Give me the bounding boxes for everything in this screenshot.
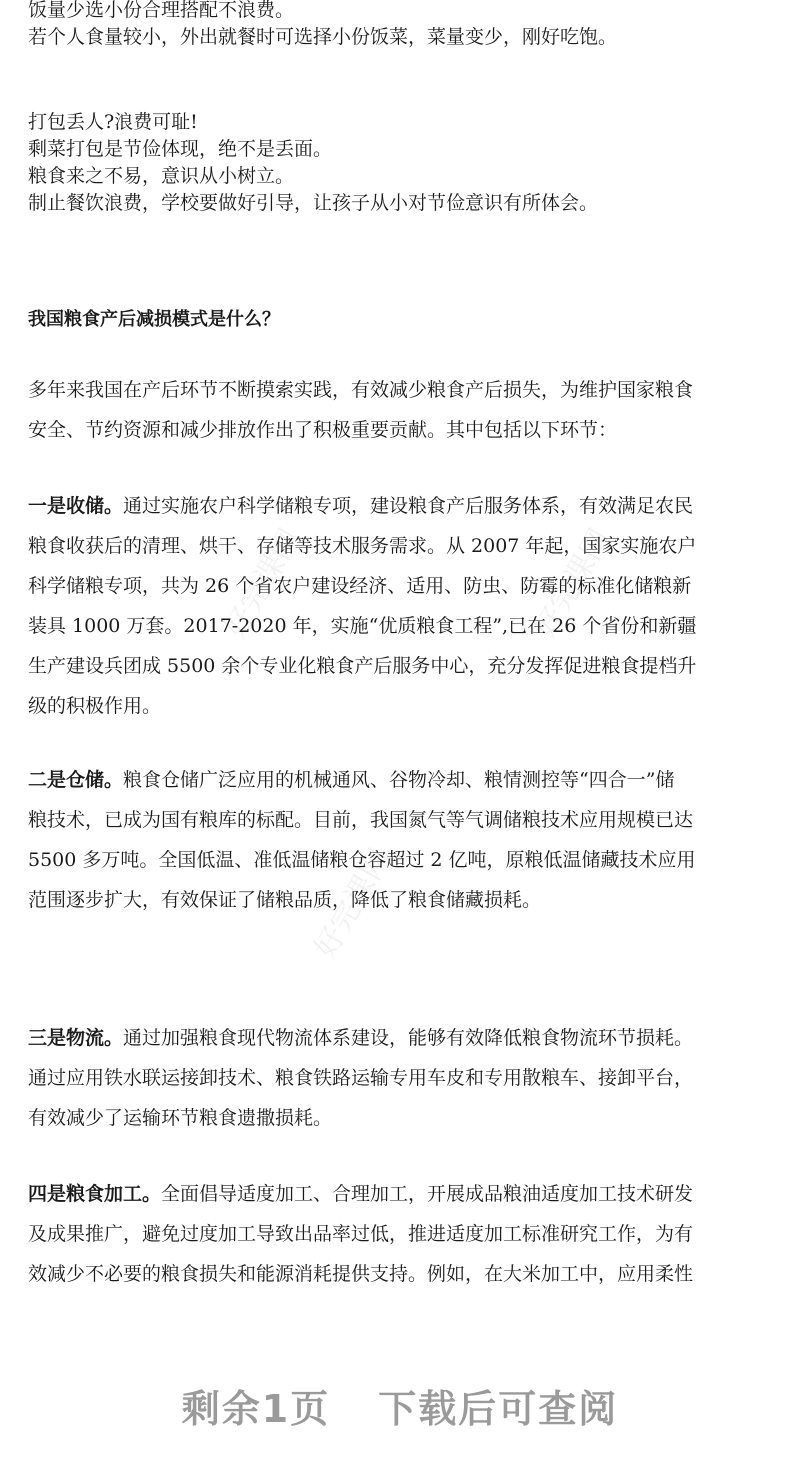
download-to-view-label: 下载后可查阅	[378, 1387, 619, 1431]
remaining-pages-label: 剩余1页	[181, 1387, 331, 1431]
section-intro	[28, 370, 693, 450]
item-line: 生产建设兵团成 5500 余个专业化粮食产后服务中心，充分发挥促进粮食提档升	[28, 655, 697, 677]
download-banner[interactable]	[0, 1378, 800, 1433]
intro-line: 若个人食量较小，外出就餐时可选择小份饭菜，菜量变少，刚好吃饱。	[28, 26, 618, 48]
item-line: 有效减少了运输环节粮食遗撒损耗。	[28, 1107, 333, 1129]
watermark-text: 好完课网	[527, 523, 619, 645]
item-first-line	[28, 760, 696, 800]
item-first-line	[28, 1174, 693, 1214]
item-first-line-text: 全面倡导适度加工、合理加工，开展成品粮油适度加工技术研发	[161, 1183, 694, 1205]
item-first-line-text: 粮食仓储广泛应用的机械通风、谷物冷却、粮情测控等“四合一”储	[123, 769, 675, 791]
packing-line: 打包丢人?浪费可耻!	[28, 111, 198, 133]
item-processing	[28, 1174, 693, 1294]
item-line: 粮食收获后的清理、烘干、存储等技术服务需求。从 2007 年起，国家实施农户	[28, 535, 697, 557]
item-first-line	[28, 486, 696, 526]
section-intro-line: 多年来我国在产后环节不断摸索实践，有效减少粮食产后损失，为维护国家粮食	[28, 379, 694, 401]
item-lead: 三是物流。	[28, 1027, 124, 1049]
packing-line: 制止餐饮浪费，学校要做好引导，让孩子从小对节俭意识有所体会。	[28, 192, 599, 214]
item-line: 及成果推广，避免过度加工导致出品率过低，推进适度加工标准研究工作，为有	[28, 1223, 694, 1245]
item-line: 范围逐步扩大，有效保证了储粮品质，降低了粮食储藏损耗。	[28, 889, 542, 911]
section-intro-line: 安全、节约资源和减少排放作出了积极重要贡献。其中包括以下环节：	[28, 419, 618, 441]
item-line: 级的积极作用。	[28, 695, 162, 717]
intro-line: 饭量少选小份合理搭配不浪费。	[28, 0, 295, 21]
packing-line: 粮食来之不易，意识从小树立。	[28, 165, 295, 187]
item-lead: 二是仓储。	[28, 769, 124, 791]
item-line: 5500 多万吨。全国低温、准低温储粮仓容超过 2 亿吨，原粮低温储藏技术应用	[28, 849, 696, 871]
item-lead: 四是粮食加工。	[28, 1183, 162, 1205]
item-lead: 一是收储。	[28, 495, 124, 517]
item-line: 粮技术，已成为国有粮库的标配。目前，我国氮气等气调储粮技术应用规模已达	[28, 809, 694, 831]
item-line: 装具 1000 万套。2017-2020 年，实施“优质粮食工程”,已在 26 个省份和新疆	[28, 615, 697, 637]
item-storage-collect	[28, 486, 696, 726]
watermark-text: 好完课网	[307, 843, 399, 965]
packing-line: 剩菜打包是节俭体现，绝不是丢面。	[28, 138, 333, 160]
item-line: 通过应用铁水联运接卸技术、粮食铁路运输专用车皮和专用散粮车、接卸平台，	[28, 1067, 694, 1089]
item-first-line	[28, 1018, 693, 1058]
intro-block	[28, 0, 617, 51]
watermark-text: 好完课网	[217, 523, 309, 645]
item-first-line-text: 通过加强粮食现代物流体系建设，能够有效降低粮食物流环节损耗。	[123, 1027, 694, 1049]
item-logistics	[28, 1018, 693, 1138]
section-heading: 我国粮食产后减损模式是什么？	[28, 309, 280, 330]
item-line: 科学储粮专项，共为 26 个省农户建设经济、适用、防虫、防霉的标准化储粮新	[28, 575, 692, 597]
item-first-line-text: 通过实施农户科学储粮专项，建设粮食产后服务体系，有效满足农民	[123, 495, 694, 517]
packing-block	[28, 109, 598, 217]
item-line: 效减少不必要的粮食损失和能源消耗提供支持。例如，在大米加工中，应用柔性	[28, 1263, 694, 1285]
item-warehouse	[28, 760, 696, 920]
